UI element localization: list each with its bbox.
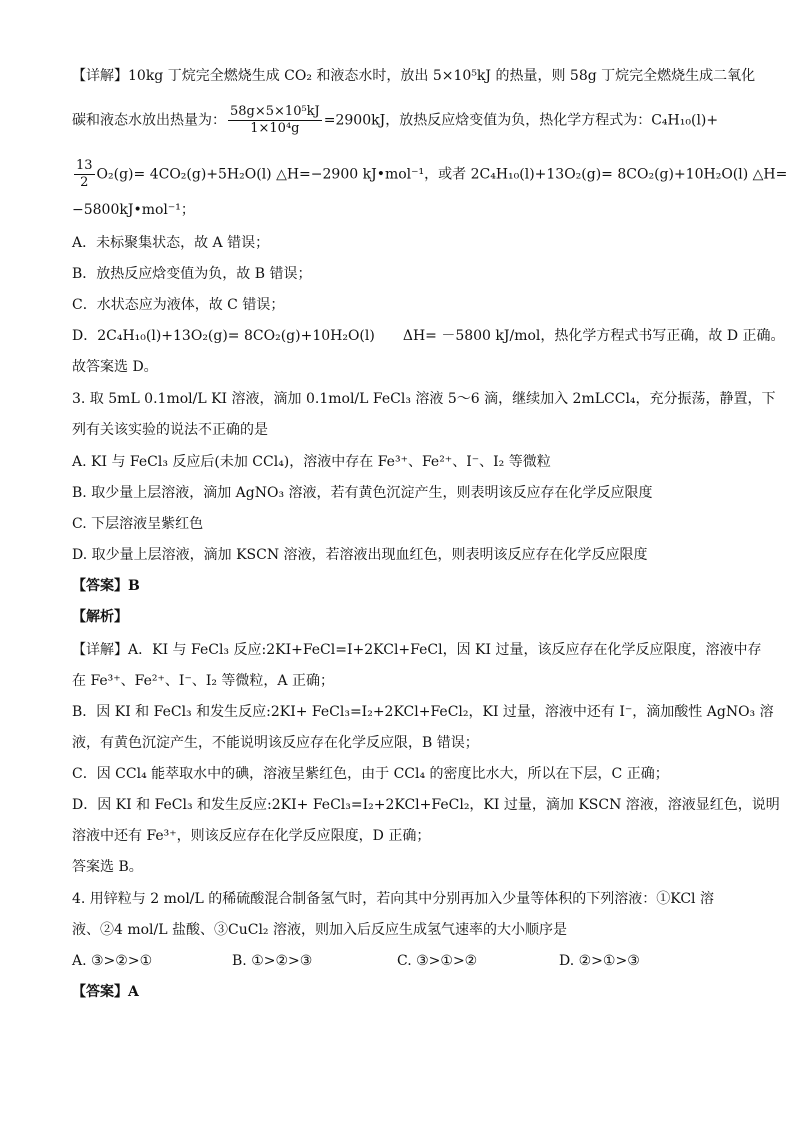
question-3-stem-1: 3. 取 5mL 0.1mol/L KI 溶液，滴加 0.1mol/L FeCl₃ 溶液 5～6 滴，继续加入 2mLCCl₄，充分振荡，静置，下 xyxy=(72,391,776,407)
fraction-numerator: 58g×5×10⁵kJ xyxy=(230,104,320,119)
explanation-line-4: −5800kJ•mol⁻¹； xyxy=(72,202,195,218)
explanation-text: =2900kJ，放热反应焓变值为负，热化学方程式为：C₄H₁₀(l)+ xyxy=(323,112,719,129)
explanation-text: 碳和液态水放出热量为： xyxy=(72,112,226,129)
question-3-option-b: B. 取少量上层溶液，滴加 AgNO₃ 溶液，若有黄色沉淀产生，则表明该反应存在化学反应限度 xyxy=(72,485,653,501)
question-3-analysis-heading: 【解析】 xyxy=(72,609,128,625)
explanation-line-6: B．放热反应焓变值为负，故 B 错误； xyxy=(72,266,312,282)
fraction-numerator: 13 xyxy=(76,158,93,173)
question-4-stem-1: 4. 用锌粒与 2 mol/L 的稀硫酸混合制备氢气时，若向其中分别再加入少量等体积的下列溶液：①KCl 溶 xyxy=(72,891,714,907)
question-4-option-a: A. ③>②>① xyxy=(72,953,153,969)
analysis-line-1: 【详解】A．KI 与 FeCl₃ 反应:2KI+FeCl=I+2KCl+FeCl，因 KI 过量，该反应存在化学反应限度，溶液中存 xyxy=(72,642,762,658)
question-4-option-c: C. ③>①>② xyxy=(397,953,478,969)
explanation-line-8: D．2C₄H₁₀(l)+13O₂(g)= 8CO₂(g)+10H₂O(l) ΔH= －5800 kJ/mol，热化学方程式书写正确，故 D 正确。 xyxy=(72,328,785,344)
question-3-option-a: A. KI 与 FeCl₃ 反应后(未加 CCl₄)，溶液中存在 Fe³⁺、Fe²⁺、I⁻、I₂ 等微粒 xyxy=(72,454,551,470)
analysis-line-3: B．因 KI 和 FeCl₃ 和发生反应:2KI+ FeCl₃=I₂+2KCl+FeCl₂，KI 过量，溶液中还有 I⁻，滴加酸性 AgNO₃ 溶 xyxy=(72,704,774,720)
heat-fraction xyxy=(228,104,322,137)
explanation-line-3 xyxy=(72,158,788,191)
question-4-option-b: B. ①>②>③ xyxy=(232,953,313,969)
question-3-answer: 【答案】B xyxy=(72,578,140,594)
equation-text: O₂(g)= 4CO₂(g)+5H₂O(l) △H=−2900 kJ•mol⁻¹，或者 2C₄H₁₀(l)+13O₂(g)= 8CO₂(g)+10H₂O(l) △H= xyxy=(96,166,788,183)
explanation-line-5: A．未标聚集状态，故 A 错误； xyxy=(72,235,270,251)
coefficient-fraction xyxy=(74,158,95,191)
analysis-line-2: 在 Fe³⁺、Fe²⁺、I⁻、I₂ 等微粒，A 正确； xyxy=(72,673,334,689)
analysis-line-8: 答案选 B。 xyxy=(72,859,143,875)
question-3-stem-2: 列有关该实验的说法不正确的是 xyxy=(72,422,268,438)
explanation-line-7: C．水状态应为液体，故 C 错误； xyxy=(72,297,285,313)
question-4-option-d: D. ②>①>③ xyxy=(559,953,640,969)
question-4-options xyxy=(72,951,732,971)
question-3-option-d: D. 取少量上层溶液，滴加 KSCN 溶液，若溶液出现血红色，则表明该反应存在化学反应限度 xyxy=(72,547,648,563)
explanation-line-9: 故答案选 D。 xyxy=(72,359,158,375)
analysis-line-4: 液，有黄色沉淀产生，不能说明该反应存在化学反应限，B 错误； xyxy=(72,735,479,751)
explanation-line-2 xyxy=(72,104,732,137)
analysis-line-5: C．因 CCl₄ 能萃取水中的碘，溶液呈紫红色，由于 CCl₄ 的密度比水大，所以在下层，C 正确； xyxy=(72,766,669,782)
question-4-stem-2: 液、②4 mol/L 盐酸、③CuCl₂ 溶液，则加入后反应生成氢气速率的大小顺序是 xyxy=(72,922,567,938)
explanation-line-1: 【详解】10kg 丁烷完全燃烧生成 CO₂ 和液态水时，放出 5×10⁵kJ 的热量，则 58g 丁烷完全燃烧生成二氧化 xyxy=(72,68,756,84)
analysis-line-7: 溶液中还有 Fe³⁺，则该反应存在化学反应限度，D 正确； xyxy=(72,828,431,844)
question-3-option-c: C. 下层溶液呈紫红色 xyxy=(72,516,204,532)
fraction-denominator: 1×10⁴g xyxy=(250,121,300,136)
question-4-answer: 【答案】A xyxy=(72,984,139,1000)
fraction-denominator: 2 xyxy=(80,175,89,190)
analysis-line-6: D．因 KI 和 FeCl₃ 和发生反应:2KI+ FeCl₃=I₂+2KCl+FeCl₂，KI 过量，滴加 KSCN 溶液，溶液显红色，说明 xyxy=(72,797,780,813)
